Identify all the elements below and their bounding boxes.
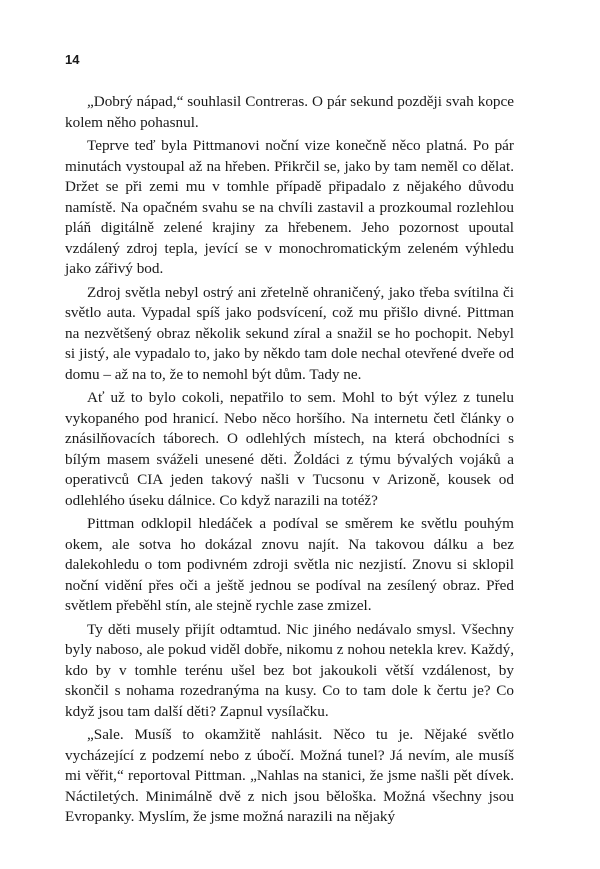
paragraph-5: Pittman odklopil hledáček a podíval se směrem ke světlu pouhým okem, ale sotva ho dokázal znovu najít. Na takovou dálku a bez dalekohledu o tom podivném zdroji světla nic nezjistí. Znovu si sklopil noční vidění přes oči a ještě jednou se podíval na zesílený obraz. Před světlem přeběhl stín, ale stejně rychle zase zmizel. [65,515,514,614]
paragraph-3: Zdroj světla nebyl ostrý ani zřetelně ohraničený, jako třeba svítilna či světlo auta. Vypadal spíš jako podsvícení, což mu přišlo divné. Pittman na nezvětšený obraz několik sekund zíral a snažil se ho pochopit. Nebyl si jistý, ale vypadalo to, jako by někdo tam dole nechal otevřené dveře od domu – až na to, že to nemohl být dům. Tady ne. [65,283,514,383]
paragraph-6: Ty děti musely přijít odtamtud. Nic jiného nedávalo smysl. Všechny byly naboso, ale pokud viděl dobře, nikomu z nohou netekla krev. Každý, kdo by v tomhle terénu ušel bez bot jakoukoli větší vzdálenost, by skončil s nohama rozedranýma na kusy. Co to tam dole k čertu je? Co když jsou tam další děti? Zapnul vysílačku. [65,620,514,720]
body-text [65,92,514,831]
paragraph-1: „Dobrý nápad,“ souhlasil Contreras. O pár sekund později svah kopce kolem něho pohasnul. [65,93,514,131]
paragraph-4: Ať už to bylo cokoli, nepatřilo to sem. Mohl to být výlez z tunelu vykopaného pod hranicí. Nebo něco horšího. Na internetu četl články o znásilňovacích táborech. O odlehlých místech, na která obchodníci s bílým masem sváželi unesené děti. Žoldáci z týmu bývalých vojáků a operativců CIA jeden takový našli v Tucsonu v Arizoně, kousek od odlehlého úseku dálnice. Co když narazili na totéž? [65,389,514,509]
paragraph-7: „Sale. Musíš to okamžitě nahlásit. Něco tu je. Nějaké světlo vycházející z podzemí nebo z úbočí. Možná tunel? Já nevím, ale musíš mi věřit,“ reportoval Pittman. „Nahlas na stanici, že jsme našli pět dívek. Náctiletých. Minimálně dvě z nich jsou běloška. Možná všechny jsou Evropanky. Myslím, že jsme možná narazili na nějaký [65,726,514,825]
page-number: 14 [65,52,80,67]
paragraph-2: Teprve teď byla Pittmanovi noční vize konečně něco platná. Po pár minutách vystoupal až na hřeben. Přikrčil se, jako by tam neměl co dělat. Držet se při zemi mu v tomhle případě připadalo z nějakého důvodu namístě. Na opačném svahu se na chvíli zastavil a prozkoumal rozlehlou pláň digitálně zelené krajiny za hřebenem. Jeho pozornost upoutal vzdálený zdroj tepla, jevící se v monochromatickým zeleném výhledu jako zářivý bod. [65,137,514,277]
